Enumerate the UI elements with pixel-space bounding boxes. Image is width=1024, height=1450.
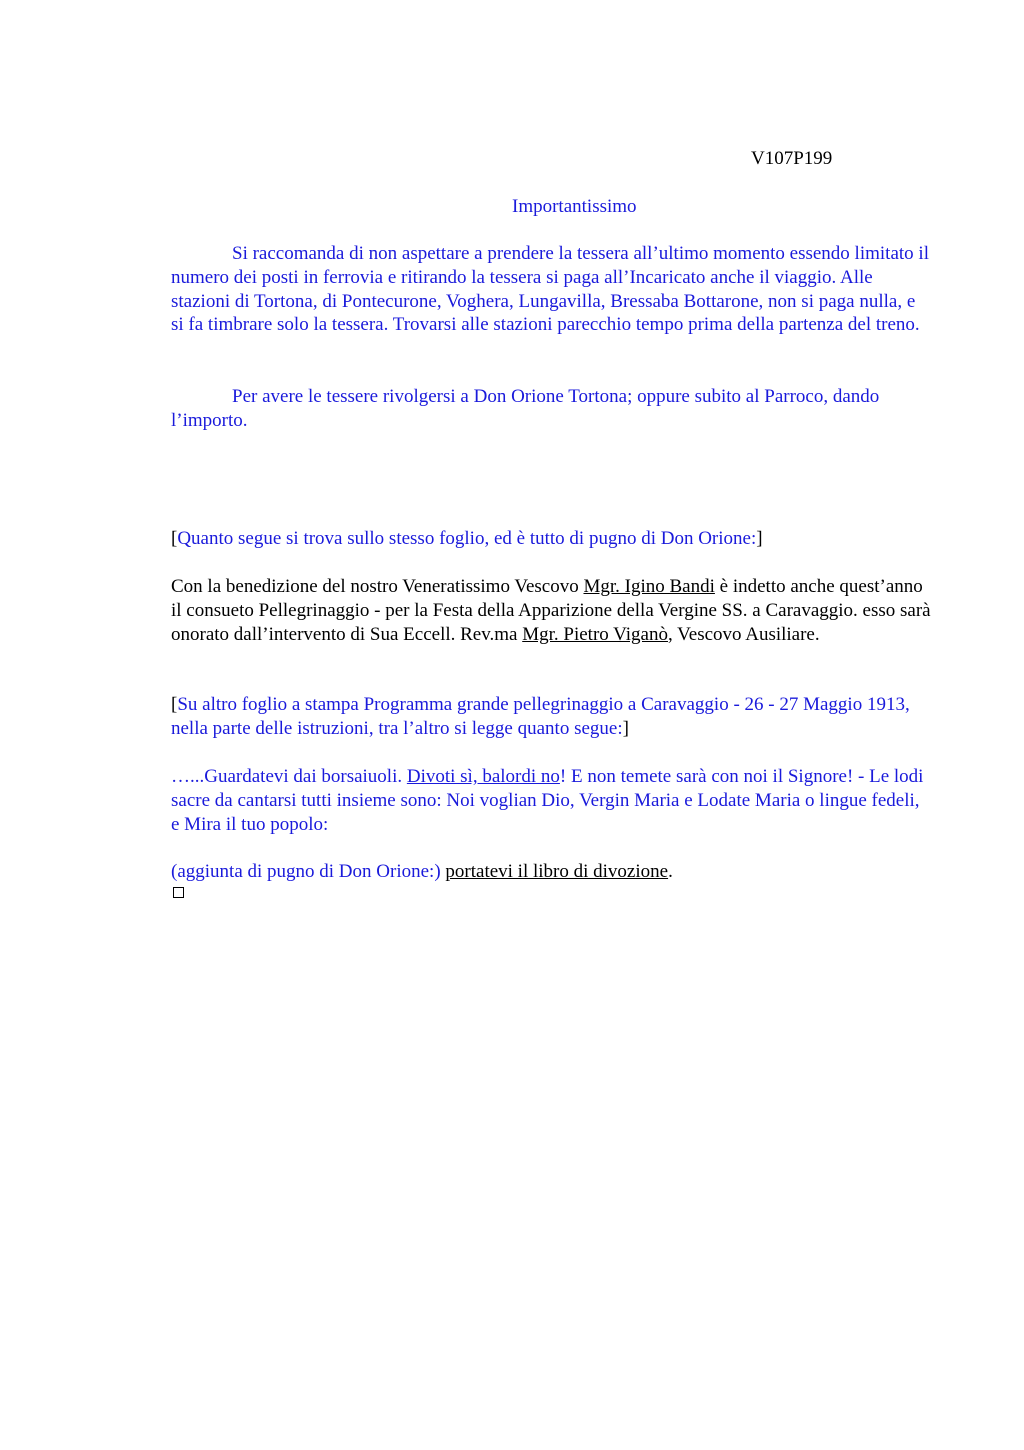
handwritten-text-2: è indetto anche quest’anno il consueto Pellegrinaggio - per la Festa della Apparizione della Vergine SS. a Caravaggio. esso sarà onorato dall’intervento di Sua Eccell. Rev.ma [171, 576, 931, 645]
addition-paragraph [171, 860, 931, 884]
bracket-close: ] [756, 528, 763, 549]
bishop-name-2: Mgr. Pietro Viganò [522, 623, 668, 645]
handwritten-text-1: Con la benedizione del nostro Veneratissimo Vescovo [171, 576, 584, 597]
handwritten-text-3: , Vescovo Ausiliare. [667, 623, 820, 645]
document-title: Importantissimo [512, 196, 637, 217]
bracket-open: [ [171, 694, 178, 715]
addition-end: . [668, 861, 673, 882]
addition-handwritten: portatevi il libro di divozione [445, 861, 669, 882]
editorial-note-1 [171, 527, 931, 551]
instructions-paragraph [171, 765, 931, 836]
reference-code: V107P199 [751, 148, 833, 169]
bracket-open: [ [171, 528, 178, 549]
end-box-icon [173, 887, 184, 898]
instructions-text-1: …...Guardatevi dai borsaiuoli. [171, 766, 407, 787]
handwritten-paragraph [171, 575, 931, 646]
bracket-close: ] [622, 717, 629, 739]
editorial-note-2 [171, 693, 931, 741]
editorial-note-2-text: Su altro foglio a stampa Programma grande pellegrinaggio a Caravaggio - 26 - 27 Maggio 1913, nella parte delle istruzioni, tra l’altro si legge quanto segue: [171, 694, 910, 739]
instructions-text-2: ! E non temete sarà con noi il Signore! - Le lodi sacre da cantarsi tutti insieme sono: Noi voglian Dio, Vergin Maria e Lodate Maria o lingue fedeli, e Mira il tuo popolo: [171, 766, 924, 835]
instructions-underlined: Divoti sì, balordi no [406, 766, 560, 787]
bishop-name-1: Mgr. Igino Bandi [583, 576, 715, 597]
notice-paragraph-1: Si raccomanda di non aspettare a prendere la tessera all’ultimo momento essendo limitato il numero dei posti in ferrovia e ritirando la tessera si paga all’Incaricato anche il viaggio. Alle stazioni di Tortona, di Pontecurone, Voghera, Lungavilla, Bressaba Bottarone, non si paga nulla, e si fa timbrare solo la tessera. Trovarsi alle stazioni parecchio tempo prima della partenza del treno. [171, 243, 929, 336]
addition-note: (aggiunta di pugno di Don Orione:) [171, 861, 441, 882]
notice-paragraph-2: Per avere le tessere rivolgersi a Don Orione Tortona; oppure subito al Parroco, dando l’importo. [171, 386, 880, 431]
editorial-note-1-text: Quanto segue si trova sullo stesso foglio, ed è tutto di pugno di Don Orione: [177, 528, 757, 549]
